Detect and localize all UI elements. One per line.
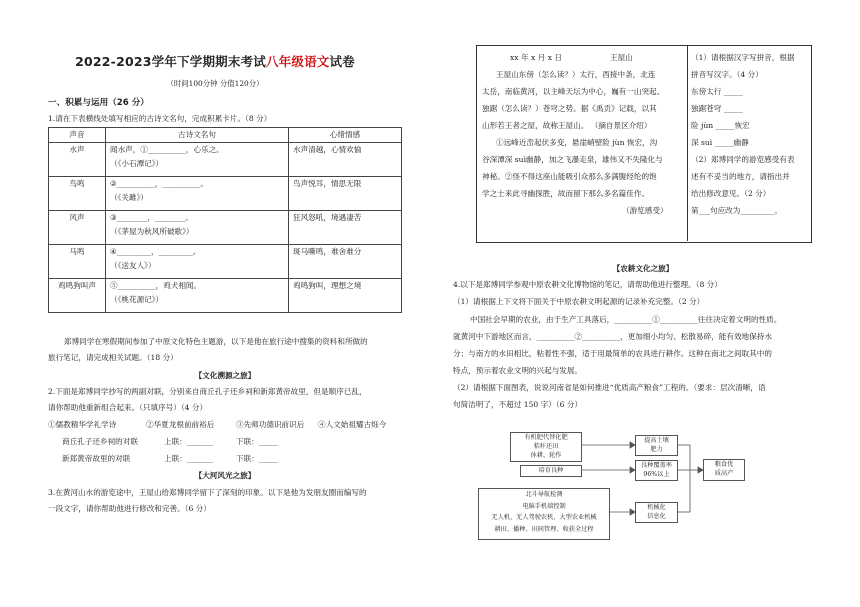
note-line: 神秘。②怪不得这座山能吸引众那么多满腹经纶的饱 xyxy=(482,172,657,181)
flow-text: 培育良种 xyxy=(538,467,564,474)
side-question: （1）请根据汉字写拼音，根据 xyxy=(691,53,795,62)
culture-heading: 【文化溯源之旅】 xyxy=(194,371,256,380)
flow-text: 北斗导航检测 xyxy=(525,491,563,498)
question-2: 2.下面是郑博同学抄写的两副对联，分别来自商丘孔子还乡祠和新郑黄帝故里，但是顺序已乱， xyxy=(48,387,367,396)
table-row xyxy=(49,245,402,279)
sound-cell: 风声 xyxy=(49,211,106,245)
question-3: 3.在黄河山水的游览途中，王屋山给郑博同学留下了深刻的印象。以下是他为发朋友圈而编写的 xyxy=(48,488,367,497)
farm-heading: 【农耕文化之旅】 xyxy=(612,264,674,273)
flow-text: 无人机、无人驾驶农机、大型农业机械 xyxy=(491,514,597,521)
note-tag: （游览感受） xyxy=(622,206,668,215)
question-1: 1.请在下表横线处填写相应的古诗文名句，完成积累卡片。（8 分） xyxy=(48,114,272,123)
side-question: 拼音写汉字。（4 分） xyxy=(691,70,763,79)
note-line: 谷深潭深 suì幽静，加之飞瀑走泉，雄伟又不失隆化与 xyxy=(482,155,663,164)
verse-blank[interactable]: ②__________，__________。 xyxy=(110,179,208,188)
flow-text: 休耕、轮作 xyxy=(530,452,562,459)
table-header: 心绪情感 xyxy=(289,128,402,143)
verse-cell xyxy=(106,143,289,177)
couplet-lower-blank[interactable]: 下联：_____ xyxy=(236,437,278,446)
flow-box-soil xyxy=(635,435,678,456)
couplet-upper-blank[interactable]: 上联：_______ xyxy=(164,454,214,463)
note-line: ①远峰近峦起伏多变，悬崖峭壁险 jùn 恢宏，沟 xyxy=(496,138,658,147)
poetry-table xyxy=(48,127,402,313)
table-header-row xyxy=(49,128,402,143)
note-divider xyxy=(687,45,688,241)
verse-cell xyxy=(106,245,289,279)
note-line: 王屋山东傍（怎么读？）太行，西接中条，北连 xyxy=(496,70,656,79)
verse-cell xyxy=(106,177,289,211)
section-heading: 一、积累与运用（26 分） xyxy=(48,98,149,108)
sound-cell: 马鸣 xyxy=(49,245,106,279)
couplet-option: ①儒教精华学礼学诗 xyxy=(48,420,117,429)
flow-box-coverage xyxy=(635,460,678,481)
verse-blank[interactable]: ③________，________。 xyxy=(110,213,193,222)
note-line: 学之士来此寻幽探胜，故而留下那么多名篇佳作。 xyxy=(482,189,650,198)
river-heading: 【大河风光之旅】 xyxy=(194,471,256,480)
table-row xyxy=(49,143,402,177)
verse-blank[interactable]: ④_________，_________。 xyxy=(110,247,201,256)
flow-text: 电脑手机端控制 xyxy=(522,502,566,510)
emotion-cell: 斑马嘶鸣，难舍难分 xyxy=(289,245,402,279)
sound-cell: 鸟鸣 xyxy=(49,177,106,211)
farm-para: 分；与南方的水田相比，粘着性不强，适于用最简单的农具进行耕作。这种在南北之间取其中的 xyxy=(453,349,772,358)
side-question: 给出修改意见。（2 分） xyxy=(691,189,771,198)
side-question: 述有不妥当的地方，请指出并 xyxy=(691,172,790,181)
pinyin-blank[interactable]: 独踞苍穹 _____ xyxy=(691,104,743,113)
hanzi-blank[interactable]: 险 jùn _____恢宏 xyxy=(691,121,750,130)
exam-title xyxy=(0,52,430,70)
flow-text: 有机肥代替化肥 xyxy=(524,434,568,441)
question-3-cont: 一段文字，请你帮助他进行修改和完善。（6 分） xyxy=(48,504,211,513)
exam-subtitle: （时间100分钟 分值120分） xyxy=(166,79,264,88)
table-row xyxy=(49,177,402,211)
verse-source: （《小石潭记》） xyxy=(110,159,164,168)
verse-cell xyxy=(106,211,289,245)
verse-blank[interactable]: ⑤__________，鸡犬相闻。 xyxy=(110,281,202,290)
flow-text: 良种覆盖率 xyxy=(641,462,672,469)
flow-text: 耕田、播种、田间管理、收获全过程 xyxy=(494,525,594,533)
flow-box-tech xyxy=(478,488,610,540)
emotion-cell: 鸟声悦耳，情思无限 xyxy=(289,177,402,211)
verse-source: （《送友人》） xyxy=(110,261,156,270)
intro-line: 旅行笔记，请完成相关试题。（18 分） xyxy=(48,353,178,362)
title-subject: 语文 xyxy=(304,54,330,69)
question-4-2-cont: 句简洁明了，不超过 150 字）（6 分） xyxy=(453,400,583,409)
emotion-cell: 鸡鸣狗叫，理想之境 xyxy=(289,279,402,313)
emotion-cell: 狂风怒吼，境遇凄苦 xyxy=(289,211,402,245)
flow-text: 信息化 xyxy=(647,513,666,520)
flow-text: 肥力 xyxy=(650,446,663,453)
verse-blank[interactable]: 闻水声，①__________，心乐之。 xyxy=(110,145,224,154)
verse-source: （《茅屋为秋风所破歌》） xyxy=(110,227,194,236)
flow-box-seed xyxy=(520,465,582,477)
flow-box-fertility xyxy=(510,432,582,462)
emotion-cell: 水声清越，心情欢愉 xyxy=(289,143,402,177)
question-2-cont: 请你帮助他重新组合起来。（只填序号）（4 分） xyxy=(48,403,208,412)
couplet-lower-blank[interactable]: 下联：_____ xyxy=(236,454,278,463)
question-4-1: （1）请根据上下文将下面关于中原农耕文明起源的记录补充完整。（2 分） xyxy=(453,297,705,306)
flow-text: 96%以上 xyxy=(643,471,670,478)
table-header: 声音 xyxy=(49,128,106,143)
table-row xyxy=(49,279,402,313)
pinyin-blank[interactable]: 东傍太行 _____ xyxy=(691,87,743,96)
note-line: 山形若王者之屋，故称王屋山。 （摘自景区介绍） xyxy=(482,121,652,130)
note-place: 王屋山 xyxy=(610,53,633,62)
couplet-option: ④人文始祖耀古烁今 xyxy=(318,420,387,429)
question-4-2: （2）请根据下面图表，说说河南省是如何推进“优质高产粮食”工程的。（要求：层次清晰，语 xyxy=(453,383,766,392)
flow-text: 质高产 xyxy=(714,470,734,477)
table-row xyxy=(49,211,402,245)
title-suffix: 试卷 xyxy=(329,54,355,69)
farm-para: 特点，预示着农业文明的兴起与发展。 xyxy=(453,366,583,375)
flow-text: 秸秆还田 xyxy=(533,443,559,450)
flow-text: 粮食优 xyxy=(714,461,734,468)
flow-text: 机械化 xyxy=(647,504,666,511)
verse-source: （《关雎》） xyxy=(110,193,148,202)
note-line: 独踞（怎么读？）苍穹之势。据《禹贡》记载，以其 xyxy=(482,104,657,113)
sound-cell: 鸡鸣狗叫声 xyxy=(49,279,106,313)
intro-line: 郑博同学在寒假期间参加了中原文化特色主题游，以下是他在旅行途中搜集的资料和所做的 xyxy=(64,337,368,346)
title-text: 2022-2023学年下学期期末考试 xyxy=(75,54,266,69)
sound-cell: 水声 xyxy=(49,143,106,177)
side-question: （2）郑博同学的游览感受有表 xyxy=(691,155,795,164)
flow-text: 提高土壤 xyxy=(644,437,669,444)
hanzi-blank[interactable]: 深 suì _____幽静 xyxy=(691,138,749,147)
verse-cell xyxy=(106,279,289,313)
flow-box-grain xyxy=(703,459,745,481)
revision-blank[interactable]: 第___句应改为_________。 xyxy=(691,206,783,215)
note-line: 太岳，南临黄河，以主峰天坛为中心，巍有一山突起、 xyxy=(482,87,665,96)
couplet-option: ③先师功德识前识后 xyxy=(236,420,305,429)
title-grade: 八年级 xyxy=(265,54,305,69)
farm-para[interactable]: 就黄河中下游地区而言，__________②__________，更加细小均匀、松散易碎，能有效地保持水 xyxy=(453,332,772,341)
farm-para[interactable]: 中国社会早期的农业，由于生产工具落后，__________①__________往往决定着文明的性质。 xyxy=(470,315,782,324)
table-header: 古诗文名句 xyxy=(106,128,289,143)
note-date: xx 年 x 月 x 日 xyxy=(510,53,562,62)
couplet-place: 商丘孔子还乡祠的对联 xyxy=(62,437,138,446)
couplet-upper-blank[interactable]: 上联：_______ xyxy=(164,437,214,446)
couplet-place: 新郑黄帝故里的对联 xyxy=(62,454,131,463)
question-4: 4.以下是郑博同学参观中原农耕文化博物馆的笔记，请帮助他进行整理。（8 分） xyxy=(453,280,722,289)
verse-source: （《桃花源记》） xyxy=(110,295,164,304)
flow-box-mechanize xyxy=(635,502,678,523)
couplet-option: ②华夏龙根前前裕后 xyxy=(146,420,215,429)
